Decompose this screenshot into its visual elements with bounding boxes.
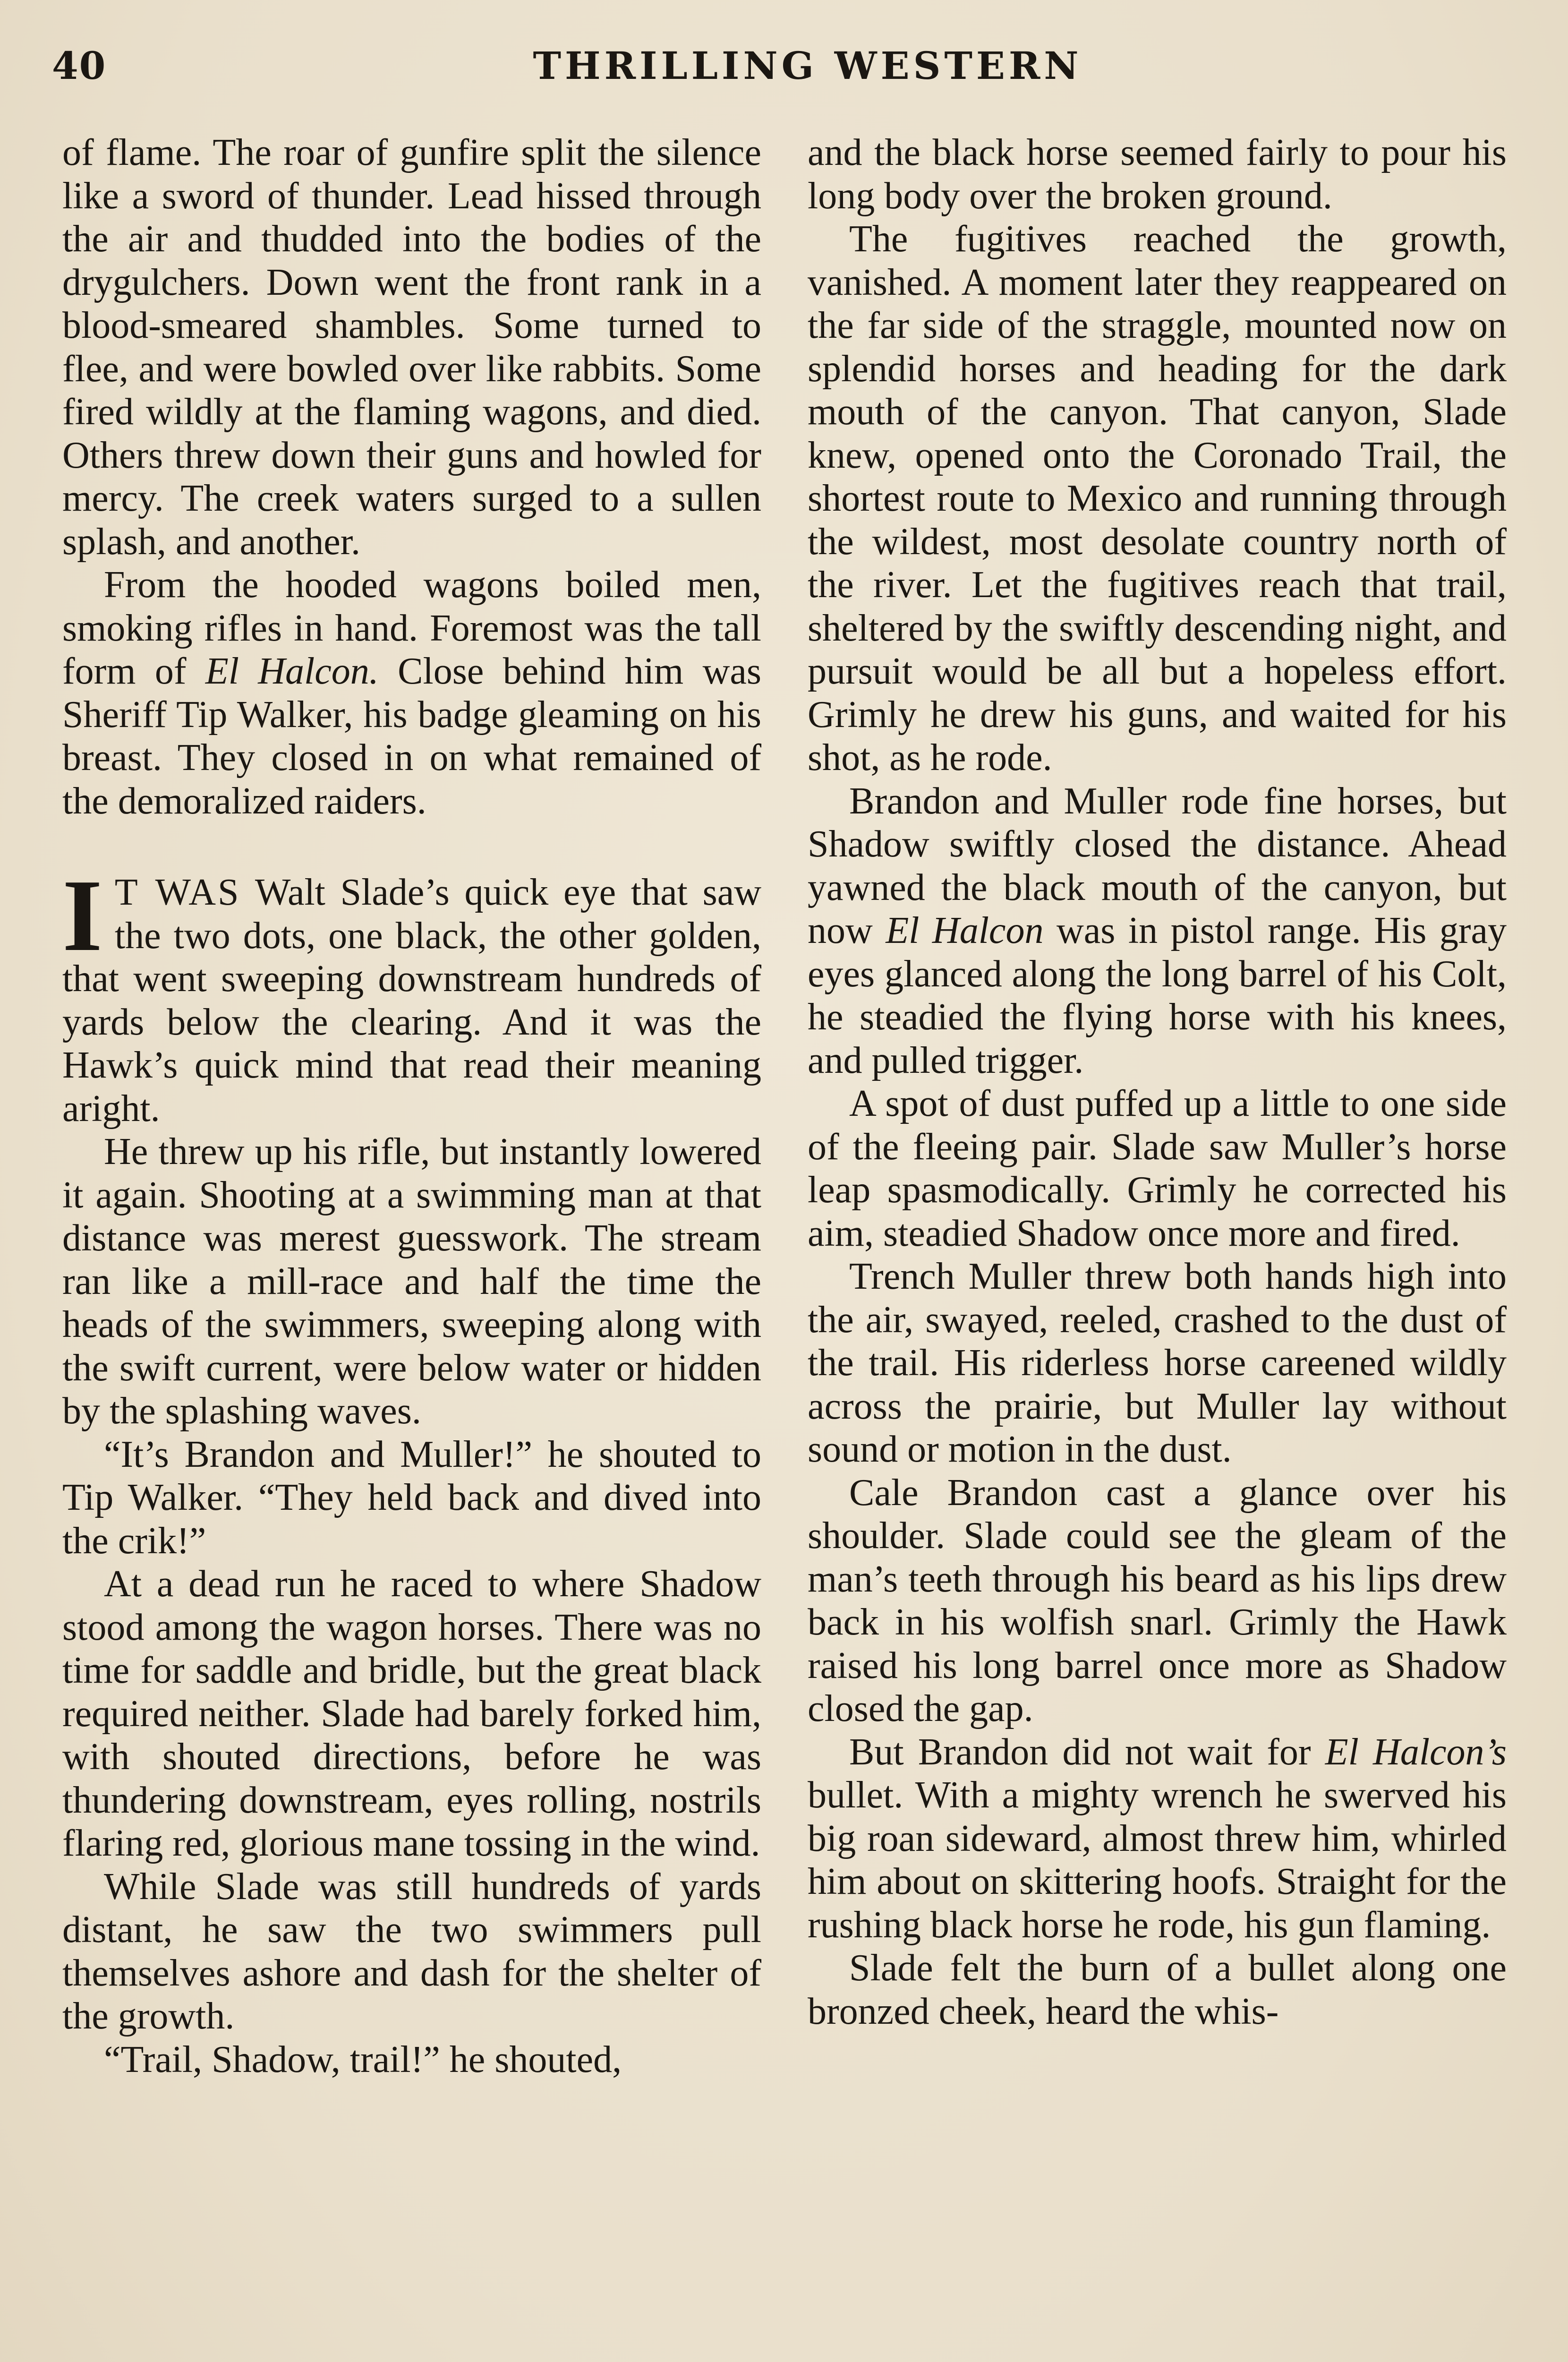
- right-column: [808, 131, 1507, 2033]
- lead-in-caps: T WAS: [114, 872, 241, 913]
- section-break: [62, 823, 761, 871]
- page-header: [52, 43, 1516, 95]
- paragraph: “Trail, Shadow, trail!” he shouted,: [104, 2038, 622, 2080]
- paragraph-text: Brandon and Muller rode fine horses, but Shadow swiftly closed the distance. Ahead yawned the black mouth of the canyon, but now: [808, 780, 1507, 951]
- paragraph-text: But Brandon did not wait for: [849, 1731, 1325, 1773]
- left-column: [62, 131, 761, 2081]
- paragraph: A spot of dust puffed up a little to one side of the fleeing pair. Slade saw Muller’s horse leap spasmodically. Grimly he corrected his aim, steadied Shadow once more and fired.: [808, 1083, 1507, 1254]
- italic-name: El Halcon.: [205, 650, 379, 692]
- paragraph: “It’s Brandon and Muller!” he shouted to Tip Walker. “They held back and dived into the crik!”: [62, 1433, 761, 1562]
- paragraph: and the black horse seemed fairly to pour his long body over the broken ground.: [808, 132, 1507, 217]
- paragraph: At a dead run he raced to where Shadow stood among the wagon horses. There was no time for saddle and bridle, but the great black required neither. Slade had barely forked him, with shouted directions, before he was thundering downstream, eyes rolling, nostrils flaring red, glorious mane tossing in the wind.: [62, 1563, 761, 1864]
- paragraph: [808, 1731, 1507, 1947]
- paragraph: of flame. The roar of gunfire split the silence like a sword of thunder. Lead hissed through the air and thudded into the bodies of the drygulchers. Down went the front rank in a blood-smeared shambles. Some turned to flee, and were bowled over like rabbits. Some fired wildly at the flaming wagons, and died. Others threw down their guns and howled for mercy. The creek waters surged to a sullen splash, and another.: [62, 132, 761, 563]
- paragraph: Slade felt the burn of a bullet along one bronzed cheek, heard the whis-: [808, 1947, 1507, 2032]
- paragraph: He threw up his rifle, but instantly lowered it again. Shooting at a swimming man at that distance was merest guesswork. The stream ran like a mill-race and half the time the heads of the swimmers, sweeping along with the swift current, were below water or hidden by the splashing waves.: [62, 1131, 761, 1432]
- paragraph-text: Close behind him was Sheriff Tip Walker, his badge gleaming on his breast. They closed in on what remained of the demoralized raiders.: [62, 650, 761, 822]
- paragraph-with-drop-cap: [62, 859, 761, 1130]
- paragraph-text: Walt Slade’s quick eye that saw the two dots, one black, the other golden, that went sweeping downstream hundreds of yards below the clearing. And it was the Hawk’s quick mind that read their meaning aright.: [62, 872, 761, 1130]
- drop-cap: I: [62, 859, 102, 973]
- paragraph-text: bullet. With a mighty wrench he swerved his big roan sideward, almost threw him, whirled him about on skittering hoofs. Straight for the rushing black horse he rode, his gun flaming.: [808, 1774, 1507, 1946]
- running-head: THRILLING WESTERN: [533, 43, 1082, 88]
- paragraph: The fugitives reached the growth, vanished. A moment later they reappeared on the far side of the straggle, mounted now on splendid horses and heading for the dark mouth of the canyon. That canyon, Slade knew, opened onto the Coronado Trail, the shortest route to Mexico and running through the wildest, most desolate country north of the river. Let the fugitives reach that trail, sheltered by the swiftly descending night, and pursuit would be all but a hopeless effort. Grimly he drew his guns, and waited for his shot, as he rode.: [808, 218, 1507, 779]
- page-number: 40: [52, 43, 107, 88]
- paragraph: Trench Muller threw both hands high into the air, swayed, reeled, crashed to the dust of the trail. His riderless horse careened wildly across the prairie, but Muller lay without sound or motion in the dust.: [808, 1256, 1507, 1470]
- paragraph-text: was in pistol range. His gray eyes glanced along the long barrel of his Colt, he steadied the flying horse with his knees, and pulled trigger.: [808, 910, 1507, 1081]
- paragraph: [808, 780, 1507, 1083]
- italic-name: El Halcon’s: [1325, 1731, 1507, 1773]
- paragraph: While Slade was still hundreds of yards distant, he saw the two swimmers pull themselves ashore and dash for the shelter of the growth.: [62, 1866, 761, 2037]
- italic-name: El Halcon: [886, 910, 1044, 951]
- paragraph-text: From the hooded wagons boiled men, smoking rifles in hand. Foremost was the tall form of: [62, 564, 761, 692]
- paragraph: Cale Brandon cast a glance over his shoulder. Slade could see the gleam of the man’s teeth through his beard as his lips drew back in his wolfish snarl. Grimly the Hawk raised his long barrel once more as Shadow closed the gap.: [808, 1472, 1507, 1729]
- paragraph: [62, 564, 761, 823]
